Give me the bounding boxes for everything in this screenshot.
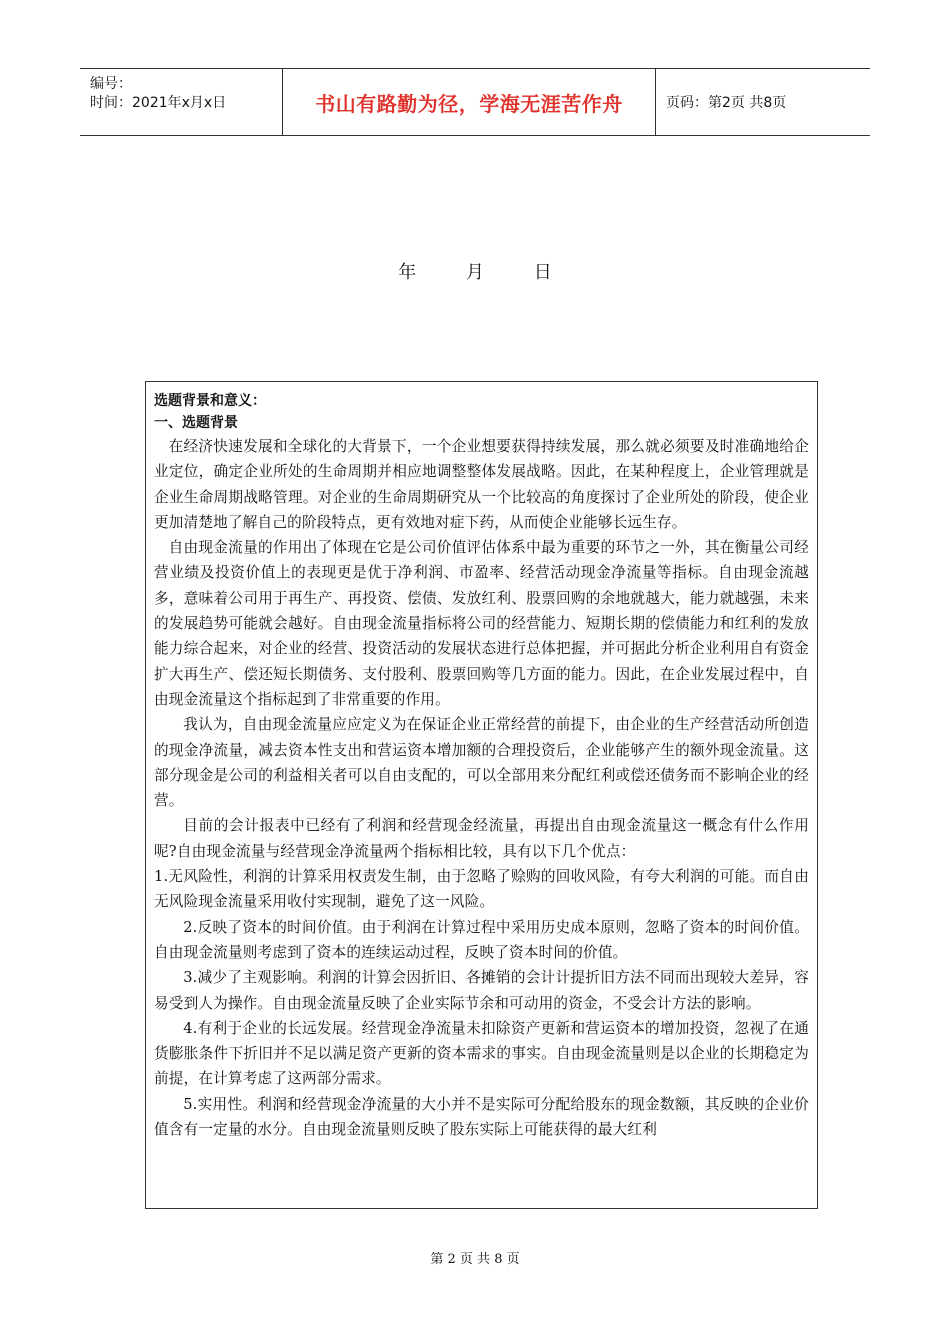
date-line [0,258,950,284]
paragraph: 自由现金流量的作用出了体现在它是公司价值评估体系中最为重要的环节之一外，其在衡量公司经营业绩及投资价值上的表现更是优于净利润、市盈率、经营活动现金净流量等指标。自由现金流越多，意味着公司用于再生产、再投资、偿债、发放红利、股票回购的余地就越大，能力就越强，未来的发展趋势可能就会越好。自由现金流量指标将公司的经营能力、短期长期的偿债能力和红利的发放能力综合起来，对企业的经营、投资活动的发展状态进行总体把握，并可据此分析企业利用自有资金扩大再生产、偿还短长期债务、支付股利、股票回购等几方面的能力。因此，在企业发展过程中，自由现金流量这个指标起到了非常重要的作用。 [154,539,809,708]
background-section-box [145,381,818,1209]
number-label: 编号： [90,76,132,92]
paragraph: 我认为，自由现金流量应应定义为在保证企业正常经营的前提下，由企业的生产经营活动所创造的现金净流量，减去资本性支出和营运资本增加额的合理投资后，企业能够产生的额外现金流量。这部分现金是公司的利益相关者可以自由支配的，可以全部用来分配红利或偿还债务而不影响企业的经营。 [154,716,809,810]
time-label: 时间：2021年x月x日 [90,95,227,111]
list-item: 1.无风险性，利润的计算采用权责发生制，由于忽略了赊购的回收风险，有夸大利润的可能。而自由无风险现金流量采用收付实现制，避免了这一风险。 [154,868,809,911]
page-footer: 第 2 页 共 8 页 [430,1252,520,1267]
list-item: 5.实用性。利润和经营现金净流量的大小并不是实际可分配给股东的现金数额，其反映的企业价值含有一定量的水分。自由现金流量则反映了股东实际上可能获得的最大红利 [154,1095,809,1139]
page-header [80,68,870,136]
header-meta [80,69,283,135]
section-heading: 选题背景和意义： [154,393,266,409]
paragraph: 在经济快速发展和全球化的大背景下，一个企业想要获得持续发展，那么就必须要及时准确地给企业定位，确定企业所处的生命周期并相应地调整整体发展战略。因此，在某种程度上，企业管理就是企业生命周期战略管理。对企业的生命周期研究从一个比较高的角度探讨了企业所处的阶段，使企业更加清楚地了解自己的阶段特点，更有效地对症下药，从而使企业能够长远生存。 [154,438,809,531]
list-item: 4.有利于企业的长远发展。经营现金净流量未扣除资产更新和营运资本的增加投资，忽视了在通货膨胀条件下折旧并不足以满足资产更新的资本需求的事实。自由现金流量则是以企业的长期稳定为前提，在计算考虑了这两部分需求。 [154,1019,809,1088]
list-item: 3.减少了主观影响。利润的计算会因折旧、各摊销的会计计提折旧方法不同而出现较大差异，容易受到人为操作。自由现金流量反映了企业实际节余和可动用的资金，不受会计方法的影响。 [154,969,809,1012]
header-page-code: 页码：第2页 共8页 [666,95,787,111]
date-month: 月 [466,262,484,283]
header-motto: 书山有路勤为径，学海无涯苦作舟 [283,69,656,135]
list-item: 2.反映了资本的时间价值。由于利润在计算过程中采用历史成本原则，忽略了资本的时间价值。自由现金流量则考虑到了资本的连续运动过程，反映了资本时间的价值。 [154,918,809,961]
date-day: 日 [533,262,552,283]
section-subheading: 一、选题背景 [154,415,238,431]
date-year: 年 [398,262,417,283]
paragraph: 目前的会计报表中已经有了利润和经营现金经流量，再提出自由现金流量这一概念有什么作用呢?自由现金流量与经营现金净流量两个指标相比较，具有以下几个优点： [154,817,809,860]
